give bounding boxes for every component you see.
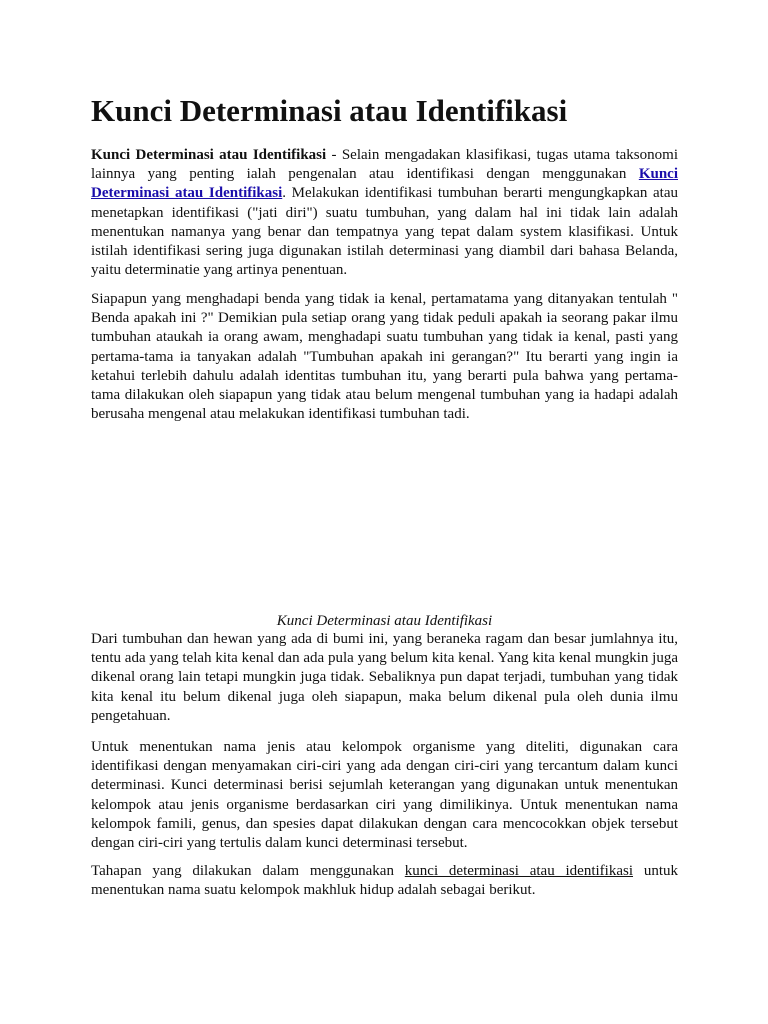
paragraph-tahapan <box>91 862 678 900</box>
figure-caption: Kunci Determinasi atau Identifikasi <box>276 613 493 629</box>
intro-text-1: - Selain mengadakan klasifikasi, tugas utama taksonomi lainnya yang penting ialah pengenalan atau identifikasi dengan menggunakan <box>91 147 678 183</box>
page-title: Kunci Determinasi atau Identifikasi <box>91 93 568 128</box>
kunci-determinasi-inline-link[interactable]: kunci determinasi atau identifikasi <box>404 863 634 879</box>
kunci-determinasi-link[interactable]: Kunci Determinasi atau Identifikasi <box>91 166 678 202</box>
paragraph-tumbuhan-hewan: Dari tumbuhan dan hewan yang ada di bumi ini, yang beraneka ragam dan besar jumlahnya itu, tentu ada yang telah kita kenal dan ada pula yang belum kita kenal. Yang kita kenal mungkin juga dikenal orang lain tetapi mungkin juga tidak. Sebaliknya pun dapat terjadi, tumbuhan yang tidak kita kenal itu belum dikenal juga oleh siapapun, maka belum dikenal pula oleh dunia ilmu pengetahuan. <box>91 631 678 724</box>
intro-text-2: . Melakukan identifikasi tumbuhan berarti mengungkapkan atau menetapkan identifikasi ("jati diri") suatu tumbuhan, yang dalam hal ini tidak lain adalah menentukan namanya yang benar dan tempatnya yang tepat dalam system klasifikasi. Untuk istilah identifikasi sering juga digunakan istilah determinasi yang diambil dari bahasa Belanda, yaitu determinatie yang artinya penentuan. <box>91 185 678 279</box>
tahapan-text-2: untuk menentukan nama suatu kelompok makhluk hidup adalah sebagai berikut. <box>91 863 679 899</box>
intro-lead: Kunci Determinasi atau Identifikasi <box>91 147 327 163</box>
paragraph-menentukan-nama: Untuk menentukan nama jenis atau kelompok organisme yang diteliti, digunakan cara identifikasi dengan menyamakan ciri-ciri yang ada dengan ciri-ciri yang tercantum dalam kunci determinasi. Kunci determinasi berisi sejumlah keterangan yang digunakan untuk menentukan kelompok atau jenis organisme berdasarkan ciri yang dimilikinya. Untuk menentukan nama kelompok famili, genus, dan spesies dapat dilakukan dengan cara mencocokkan objek tersebut dengan ciri-ciri yang tertulis dalam kunci determinasi tersebut. <box>91 739 678 852</box>
tahapan-text-1: Tahapan yang dilakukan dalam menggunakan <box>91 863 405 879</box>
intro-paragraph <box>91 146 678 280</box>
paragraph-siapapun: Siapapun yang menghadapi benda yang tidak ia kenal, pertamatama yang ditanyakan tentulah " Benda apakah ini ?" Demikian pula setiap orang yang tidak peduli apakah ia seorang pakar ilmu tumbuhan ataukah ia orang awam, menghadapi suatu tumbuhan yang tidak ia kenal, pasti yang pertama-tama ia tanyakan adalah "Tumbuhan apakah ini gerangan?" Itu berarti yang ingin ia ketahui terlebih dahulu adalah identitas tumbuhan itu, yang berarti pula bahwa yang pertama-tama dilakukan oleh siapapun yang tidak atau belum mengenal tumbuhan yang ia hadapi adalah berusaha mengenal atau melakukan identifikasi tumbuhan tadi. <box>91 291 678 423</box>
